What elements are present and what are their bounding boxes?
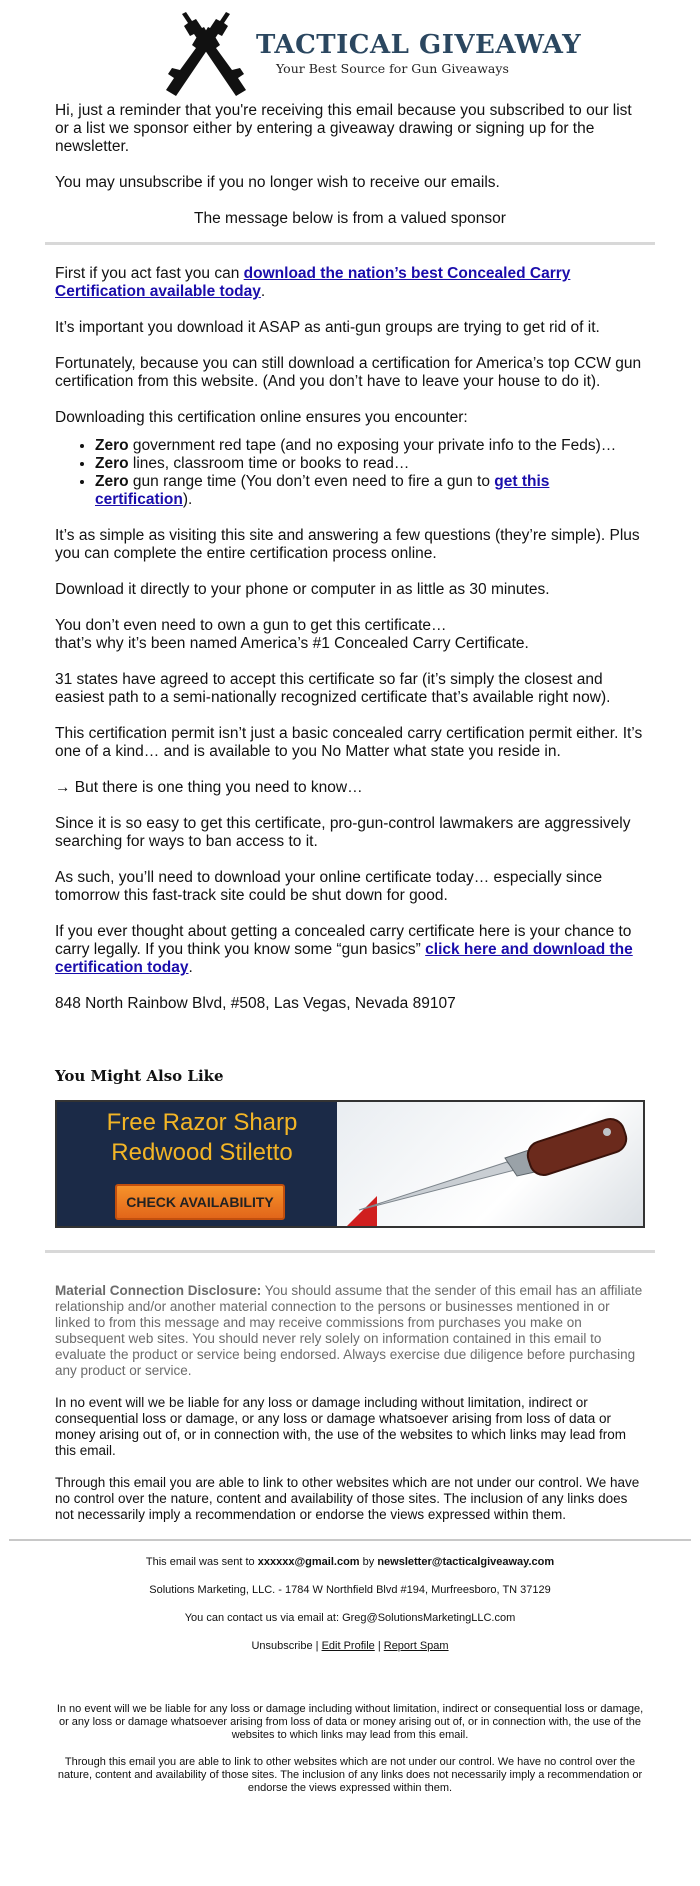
text: If you ever thought about getting a concealed carry certificate here is your chance to carry legally. If you think you know some “gun basics” — [55, 923, 632, 958]
footer-legal — [0, 1703, 700, 1795]
bold-text: Zero — [95, 473, 129, 490]
footer-liability: In no event will we be liable for any loss or damage including without limitation, indirect or consequential loss or damage, or any loss or damage whatsoever arising from loss of data or money arising out of, or in connection with, the use of the websites to which links may lead from this email. — [56, 1703, 644, 1741]
paragraph: It’s important you download it ASAP as anti-gun groups are trying to get rid of it. — [55, 319, 600, 336]
text: This email was sent to — [145, 1556, 258, 1568]
bold-text: Zero — [95, 455, 129, 472]
text: by — [359, 1556, 378, 1568]
paragraph — [55, 265, 645, 301]
divider — [45, 1250, 655, 1253]
divider — [45, 242, 655, 245]
paragraph: Downloading this certification online ensures you encounter: — [55, 409, 468, 426]
crossed-rifles-icon — [158, 10, 254, 100]
contact-line: You can contact us via email at: Greg@SolutionsMarketingLLC.com — [184, 1612, 516, 1624]
text: that’s why it’s been named America’s #1 Concealed Carry Certificate. — [55, 635, 529, 652]
intro-section — [0, 102, 700, 228]
sender-email: newsletter@tacticalgiveaway.com — [377, 1556, 555, 1568]
email-footer — [0, 1555, 700, 1653]
stiletto-ad-banner[interactable] — [55, 1100, 645, 1228]
disclosure-text: You should assume that the sender of this email has an affiliate relationship and/or another material connection to the persons or businesses mentioned in or linked to from this message and may receive commissions from purchases you make on subsequent web sites. You should never rely solely on information contained in this email to evaluate the product or service being endorsed. Always exercise due diligence before purchasing any product or service. — [55, 1283, 643, 1378]
separator: | — [374, 1640, 384, 1652]
ad-headline-1: Free Razor Sharp — [106, 1109, 298, 1136]
separator: | — [312, 1640, 322, 1652]
disclosure-label: Material Connection Disclosure: — [55, 1283, 262, 1298]
paragraph: As such, you’ll need to download your online certificate today… especially since tomorrow this fast-track site could be shut down for good. — [55, 869, 603, 904]
paragraph — [55, 923, 645, 977]
text: government red tape (and no exposing your private info to the Feds)… — [128, 437, 617, 454]
click-here-download-link[interactable]: click here and download the certification today — [55, 941, 633, 976]
text: gun range time (You don’t even need to fire a gun to — [128, 473, 495, 490]
sponsor-message — [0, 265, 700, 1228]
paragraph: Download it directly to your phone or computer in as little as 30 minutes. — [55, 581, 550, 598]
list-item — [95, 437, 645, 455]
company-address: Solutions Marketing, LLC. - 1784 W Northfield Blvd #194, Murfreesboro, TN 37129 — [149, 1584, 551, 1596]
sponsor-address: 848 North Rainbow Blvd, #508, Las Vegas, Nevada 89107 — [55, 995, 456, 1012]
divider — [9, 1539, 691, 1541]
check-availability-button[interactable]: CHECK AVAILABILITY — [115, 1184, 285, 1220]
reminder-text: Hi, just a reminder that you're receiving this email because you subscribed to our list or a list we sponsor either by entering a giveaway drawing or signing up for the newsletter. — [55, 102, 632, 155]
external-links-text: Through this email you are able to link to other websites which are not under our control. We have no control over the nature, content and availability of those sites. The inclusion of any links does not necessarily imply a recommendation or endorse the views expressed within them. — [55, 1475, 640, 1522]
text: ). — [182, 491, 193, 508]
email-header — [0, 0, 700, 102]
paragraph: This certification permit isn’t just a basic concealed carry certification permit either. It’s one of a kind… and is available to you No Matter what state you reside in. — [55, 725, 643, 760]
edit-profile-link[interactable]: Edit Profile — [321, 1640, 375, 1652]
ad-headline-2: Redwood Stiletto — [111, 1139, 293, 1166]
footer-links — [0, 1639, 700, 1653]
material-disclosure — [55, 1283, 645, 1379]
text: First if you act fast you can — [55, 265, 244, 282]
paragraph — [55, 617, 645, 653]
sponsor-note: The message below is from a valued sponsor — [194, 210, 506, 227]
list-item — [95, 455, 645, 473]
paragraph: Since it is so easy to get this certificate, pro-gun-control lawmakers are aggressively searching for ways to ban access to it. — [55, 815, 631, 850]
also-like-heading: You Might Also Like — [55, 1067, 224, 1085]
download-certification-link[interactable]: download the nation’s best Concealed Carry Certification available today — [55, 265, 571, 300]
paragraph: → But there is one thing you need to know… — [55, 779, 363, 796]
liability-text: In no event will we be liable for any loss or damage including without limitation, indirect or consequential loss or damage, or any loss or damage whatsoever arising from loss of data or money arising out of, or in connection with, the use of the websites to which links may lead from this email. — [55, 1395, 627, 1458]
text: You don’t even need to own a gun to get this certificate… — [55, 617, 447, 634]
sent-to-line — [0, 1555, 700, 1569]
footer-external: Through this email you are able to link to other websites which are not under our control. We have no control over the nature, content and availability of those sites. The inclusion of any links does not necessarily imply a recommendation or endorse the views expressed within them. — [57, 1756, 643, 1794]
disclosure-section — [0, 1283, 700, 1523]
stiletto-knife-icon — [357, 1110, 637, 1220]
benefits-list — [95, 437, 645, 509]
logo-title: TACTICAL GIVEAWAY — [256, 30, 582, 60]
unsubscribe-note: You may unsubscribe if you no longer wish to receive our emails. — [55, 174, 500, 191]
list-item — [95, 473, 645, 509]
report-spam-link[interactable]: Report Spam — [383, 1640, 449, 1652]
recipient-email: xxxxxx@gmail.com — [257, 1556, 360, 1568]
text: . — [188, 959, 193, 976]
paragraph: 31 states have agreed to accept this certificate so far (it’s simply the closest and easiest path to a semi-nationally recognized certificate that’s available right now). — [55, 671, 611, 706]
logo-tagline: Your Best Source for Gun Giveaways — [276, 61, 509, 76]
bold-text: Zero — [95, 437, 129, 454]
paragraph: Fortunately, because you can still download a certification for America’s top CCW gun certification from this website. (And you don’t have to leave your house to do it). — [55, 355, 642, 390]
unsubscribe-link[interactable]: Unsubscribe — [251, 1640, 313, 1652]
text: lines, classroom time or books to read… — [128, 455, 410, 472]
text: . — [260, 283, 266, 300]
get-certification-link[interactable]: get this certification — [95, 473, 550, 508]
paragraph: It’s as simple as visiting this site and answering a few questions (they’re simple). Plus you can complete the entire certification process online. — [55, 527, 640, 562]
